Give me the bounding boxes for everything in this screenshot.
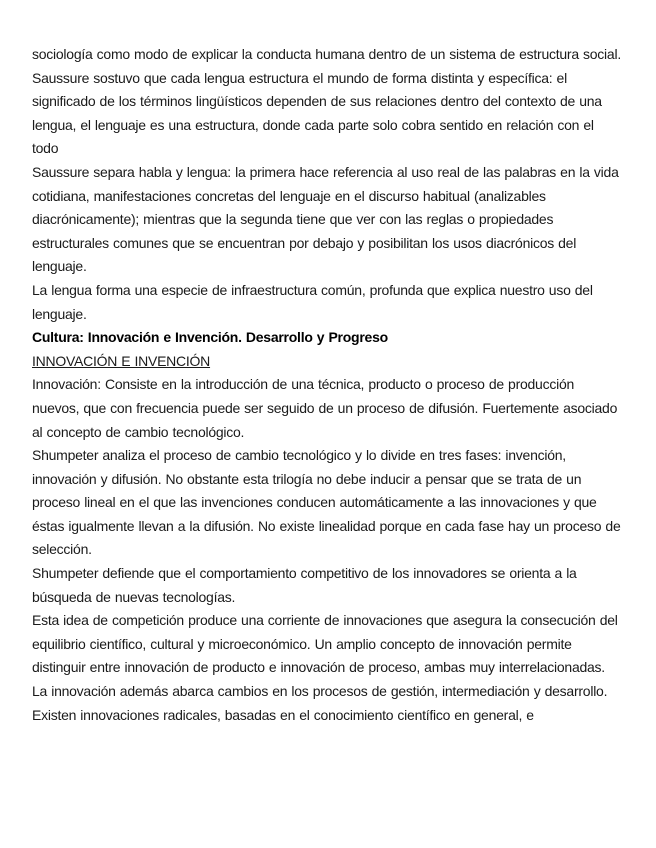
paragraph-shumpeter-competitivo: Shumpeter defiende que el comportamiento competitivo de los innovadores se orienta a la búsqueda de nuevas tecnologías.: [32, 565, 577, 605]
paragraph-innovaciones-radicales: Existen innovaciones radicales, basadas en el conocimiento científico en general, e: [32, 706, 534, 723]
paragraph-competicion: Esta idea de competición produce una corriente de innovaciones que asegura la consecución del equilibrio científico, cultural y microeconómico. Un amplio concepto de innovación permite distinguir entre innovación de producto e innovación de proceso, ambas muy interrelacionadas.: [32, 612, 618, 676]
paragraph-innovacion-definicion: Innovación: Consiste en la introducción de una técnica, producto o proceso de producción nuevos, que con frecuencia puede ser seguido de un proceso de difusión. Fuertemente asociado al concepto de cambio tecnológico.: [32, 376, 618, 440]
paragraph-saussure-habla-lengua: Saussure separa habla y lengua: la primera hace referencia al uso real de las palabras en la vida cotidiana, manifestaciones concretas del lenguaje en el discurso habitual (analizables diacrónicamente); mientras que la segunda tiene que ver con las reglas o propiedades estructurales comunes que se encuentran por debajo y posibilitan los usos diacrónicos del lenguaje.: [32, 163, 619, 275]
paragraph-sociologia: sociología como modo de explicar la conducta humana dentro de un sistema de estructura social.: [32, 46, 621, 62]
section-subheading: INNOVACIÓN E INVENCIÓN: [32, 352, 211, 369]
paragraph-lengua-infraestructura: La lengua forma una especie de infraestructura común, profunda que explica nuestro uso del lenguaje.: [32, 281, 593, 322]
paragraph-shumpeter-fases: Shumpeter analiza el proceso de cambio tecnológico y lo divide en tres fases: invención, innovación y difusión. No obstante esta trilogía no debe inducir a pensar que se trata de un proceso lineal en el que las invenciones conducen automáticamente a las innovaciones y que éstas igualmente llevan a la difusión. No existe linealidad porque en cada fase hay un proceso de selección.: [32, 447, 621, 558]
document-page: [32, 43, 624, 727]
paragraph-gestion: La innovación además abarca cambios en los procesos de gestión, intermediación y desarrollo.: [32, 683, 608, 700]
section-heading: Cultura: Innovación e Invención. Desarrollo y Progreso: [32, 329, 388, 346]
paragraph-saussure-estructura: Saussure sostuvo que cada lengua estructura el mundo de forma distinta y específica: el significado de los términos lingüísticos dependen de sus relaciones dentro del contexto de una lengua, el lenguaje es una estructura, donde cada parte solo cobra sentido en relación con el todo: [32, 69, 602, 157]
